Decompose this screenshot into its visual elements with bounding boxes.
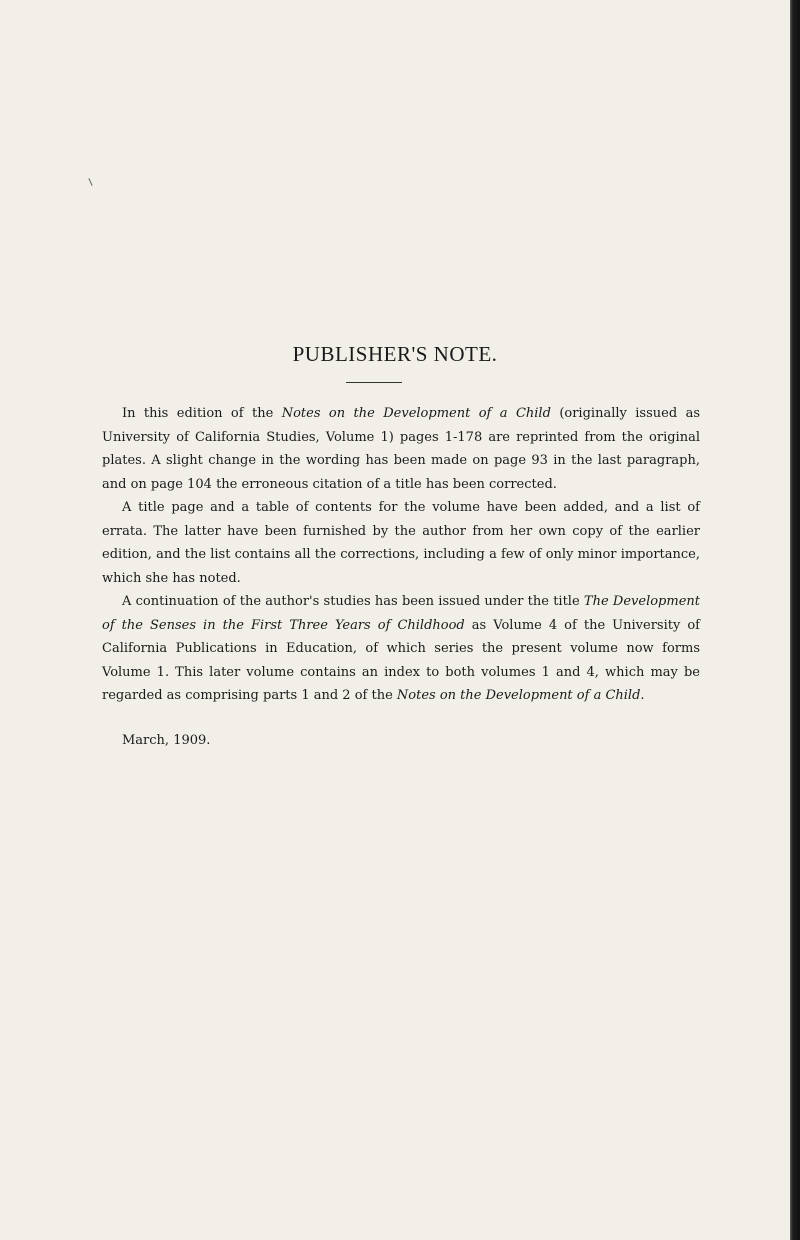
paragraph	[102, 590, 700, 708]
paragraph	[102, 402, 700, 496]
paragraph-text: A title page and a table of contents for the volume have been added, and a list of errata. The latter have been furnished by the author from her own copy of the earlier edition, and the list contains all the corrections, including a few of only minor importance, which she has noted.	[102, 500, 700, 586]
italic-title: Notes on the Development of a Child	[281, 406, 551, 421]
page-edge	[790, 0, 800, 1240]
dateline: March, 1909.	[122, 733, 211, 748]
page-title: PUBLISHER'S NOTE.	[292, 342, 498, 366]
note-body	[102, 402, 700, 708]
stray-mark	[88, 178, 92, 186]
paragraph-text: In this edition of the	[122, 406, 282, 421]
paragraph-text: as Volume 4 of the University of California Publications in Education, of which series the present volume now forms Volume 1. This later volume contains an index to both volumes 1 and 4, which may be regarded as comprising parts 1 and 2 of the	[102, 617, 700, 703]
italic-title: Notes on the Development of a Child.	[396, 688, 645, 703]
paragraph	[102, 496, 700, 590]
italic-title: The Development of the Senses in the First Three Years of Childhood	[102, 594, 700, 633]
title-rule	[346, 382, 402, 383]
paragraph-text: A continuation of the author's studies has been issued under the title	[122, 594, 584, 609]
paragraph-text: (originally issued as University of California Studies, Volume 1) pages 1-178 are reprinted from the original plates. A slight change in the wording has been made on page 93 in the last paragraph, and on page 104 the erroneous citation of a title has been corrected.	[102, 406, 700, 492]
